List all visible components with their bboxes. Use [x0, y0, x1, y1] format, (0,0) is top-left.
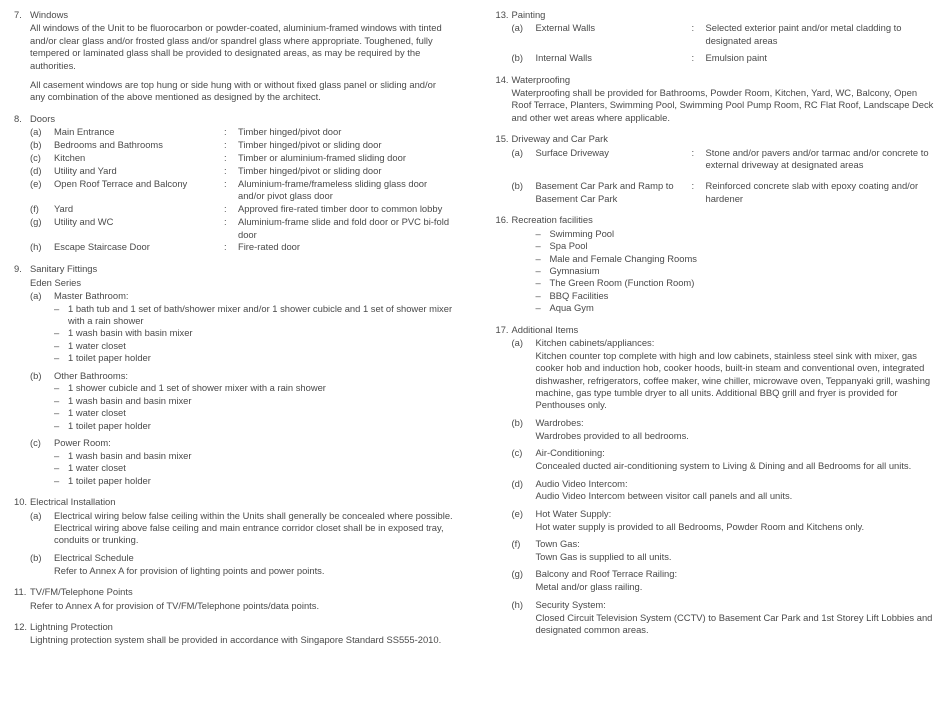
item-value: Aluminium-frame/frameless sliding glass door and/or pivot glass door — [238, 177, 428, 202]
section-tv-fm-telephone-points — [8, 586, 454, 612]
item-label: Utility and WC — [54, 216, 114, 228]
item-label: Escape Staircase Door — [54, 241, 150, 253]
dash-marker: – — [54, 302, 60, 314]
dash-marker: – — [54, 394, 60, 406]
item-separator: : — [224, 177, 227, 189]
bullet-text: 1 bath tub and 1 set of bath/shower mixer and/or 1 shower cubicle and 1 set of shower mixer with a rain shower — [68, 302, 453, 326]
item-heading: Balcony and Roof Terrace Railing: — [535, 568, 678, 580]
item-text: Concealed ducted air-conditioning system to Living & Dining and all Bedrooms for all units. — [535, 460, 912, 472]
bullet-item — [536, 302, 936, 314]
paragraph: Lightning protection system shall be provided in accordance with Singapore Standard SS555-2010. — [30, 634, 442, 646]
list-item — [512, 508, 936, 533]
list-item — [512, 180, 936, 205]
item-text: Refer to Annex A for provision of lighting points and power points. — [54, 564, 325, 576]
item-marker: (a) — [511, 22, 523, 34]
bullet-item — [54, 340, 454, 352]
item-separator: : — [224, 241, 227, 253]
section-recreation-facilities — [490, 214, 936, 314]
section-sanitary-fittings — [8, 263, 454, 487]
item-separator: : — [224, 164, 227, 176]
item-marker: (a) — [511, 336, 523, 348]
item-text: Metal and/or glass railing. — [535, 581, 643, 593]
bullet-item — [54, 395, 454, 407]
list-item — [512, 22, 936, 47]
item-marker: (a) — [511, 146, 523, 158]
item-label: Surface Driveway — [535, 146, 609, 158]
list-item — [30, 370, 454, 433]
item-marker: (e) — [30, 177, 42, 189]
section-number: 16. — [495, 214, 509, 226]
item-marker: (d) — [511, 477, 523, 489]
bullet-text: 1 wash basin with basin mixer — [68, 327, 193, 339]
dash-marker: – — [535, 302, 541, 314]
item-separator: : — [691, 146, 695, 158]
bullet-text: Male and Female Changing Rooms — [549, 252, 697, 264]
paragraph: Waterproofing shall be provided for Bathrooms, Powder Room, Kitchen, Yard, WC, Balcony, Open Roof Terrace, Planters, Swimming Pool, Swimming Pool Pump Room, RC Flat Roof, Landscape Deck and other wet areas where applicable. — [511, 87, 934, 123]
bullet-item — [54, 420, 454, 432]
item-heading: Air-Conditioning: — [535, 447, 605, 459]
item-value: Emulsion paint — [705, 52, 767, 64]
item-marker: (a) — [30, 289, 42, 301]
section-number: 13. — [495, 9, 509, 20]
item-separator: : — [224, 203, 227, 215]
section-title: TV/FM/Telephone Points — [30, 586, 133, 598]
bullet-item — [54, 303, 454, 328]
bullet-item — [54, 450, 454, 462]
bullet-text: 1 toilet paper holder — [68, 352, 151, 364]
item-marker: (g) — [30, 216, 42, 228]
section-electrical-installation — [8, 496, 454, 577]
list-item — [30, 126, 454, 138]
bullet-item — [536, 265, 936, 277]
item-heading: Power Room: — [54, 437, 111, 449]
list-item — [30, 203, 454, 215]
item-value: Timber hinged/pivot door — [238, 126, 342, 138]
item-text: Audio Video Intercom between visitor call panels and all units. — [535, 490, 793, 502]
bullet-text: Aqua Gym — [549, 302, 594, 314]
section-title: Driveway and Car Park — [511, 133, 608, 145]
bullet-item — [536, 240, 936, 252]
item-label: External Walls — [535, 22, 596, 34]
left-column — [8, 9, 472, 656]
item-value: Stone and/or pavers and/or tarmac and/or concrete to external driveway at designated areas — [705, 146, 929, 171]
section-additional-items — [490, 324, 936, 637]
bullet-item — [54, 475, 454, 487]
item-text: Town Gas is supplied to all units. — [535, 551, 672, 563]
bullet-text: 1 wash basin and basin mixer — [68, 394, 192, 406]
dash-marker: – — [535, 240, 541, 252]
item-value: Approved fire-rated timber door to common lobby — [238, 203, 443, 215]
item-marker: (b) — [30, 551, 42, 563]
dash-marker: – — [54, 419, 60, 431]
section-waterproofing — [490, 74, 936, 125]
section-title: Recreation facilities — [511, 214, 593, 226]
section-doors — [8, 113, 454, 254]
bullet-text: 1 toilet paper holder — [68, 474, 151, 486]
paragraph: All windows of the Unit to be fluorocarbon or powder-coated, aluminium-framed windows with tinted and/or clear glass and/or frosted glass and/or spandrel glass where appropriate. Toughened, fully tempered or laminated glass shall be provided to designated areas, as may be required by the authorities. — [30, 22, 442, 71]
bullet-text: 1 toilet paper holder — [68, 419, 151, 431]
item-label: Open Roof Terrace and Balcony — [54, 177, 188, 189]
item-value: Timber or aluminium-framed sliding door — [238, 152, 406, 164]
dash-marker: – — [54, 382, 60, 394]
dash-marker: – — [54, 352, 60, 364]
item-marker: (a) — [30, 126, 42, 138]
list-item — [30, 216, 454, 241]
item-marker: (d) — [30, 164, 42, 176]
section-number: 14. — [495, 73, 509, 85]
item-value: Fire-rated door — [238, 241, 301, 253]
section-subtitle: Eden Series — [30, 276, 82, 288]
bullet-text: The Green Room (Function Room) — [549, 277, 695, 289]
list-item — [30, 552, 454, 577]
item-label: Bedrooms and Bathrooms — [54, 139, 163, 151]
item-separator: : — [691, 180, 695, 192]
section-title: Painting — [511, 9, 546, 20]
section-number: 17. — [495, 323, 509, 335]
bullet-item — [54, 382, 454, 394]
paragraph: Refer to Annex A for provision of TV/FM/Telephone points/data points. — [30, 599, 320, 611]
item-heading: Security System: — [535, 598, 606, 610]
item-marker: (f) — [511, 538, 521, 550]
paragraph: All casement windows are top hung or side hung with or without fixed glass panel or sliding and/or any combination of the above mentioned as designed by the architect. — [30, 79, 436, 103]
list-item — [30, 152, 454, 164]
bullet-text: 1 wash basin and basin mixer — [68, 450, 192, 461]
section-title: Sanitary Fittings — [30, 263, 98, 275]
item-separator: : — [691, 52, 695, 64]
bullet-text: Gymnasium — [549, 264, 600, 276]
item-heading: Wardrobes: — [535, 416, 584, 428]
bullet-item — [54, 407, 454, 419]
list-item — [512, 417, 936, 442]
item-marker: (h) — [511, 598, 523, 610]
section-title: Additional Items — [511, 323, 579, 335]
list-item — [512, 147, 936, 172]
section-number: 12. — [14, 620, 28, 632]
item-value: Reinforced concrete slab with epoxy coating and/or hardener — [705, 180, 919, 204]
item-separator: : — [224, 126, 227, 138]
item-heading: Town Gas: — [535, 538, 580, 550]
dash-marker: – — [535, 227, 541, 239]
section-number: 9. — [14, 263, 22, 275]
item-separator: : — [691, 22, 695, 34]
dash-marker: – — [54, 339, 60, 351]
right-column — [472, 9, 936, 645]
section-windows — [8, 9, 454, 104]
dash-marker: – — [54, 450, 60, 461]
section-number: 15. — [495, 133, 509, 145]
bullet-item — [54, 352, 454, 364]
list-item — [512, 337, 936, 412]
dash-marker: – — [535, 252, 541, 264]
bullet-text: 1 water closet — [68, 462, 126, 474]
item-marker: (a) — [30, 509, 42, 521]
item-label: Internal Walls — [535, 52, 592, 64]
item-marker: (e) — [511, 507, 523, 519]
bullet-item — [536, 228, 936, 240]
bullet-item — [54, 327, 454, 339]
dash-marker: – — [54, 407, 60, 419]
list-item — [512, 538, 936, 563]
bullet-text: 1 water closet — [68, 339, 126, 351]
item-marker: (c) — [30, 152, 41, 164]
item-marker: (h) — [30, 241, 42, 253]
dash-marker: – — [54, 474, 60, 486]
list-item — [30, 437, 454, 487]
section-title: Doors — [30, 112, 56, 124]
section-title: Electrical Installation — [30, 496, 116, 508]
list-item — [30, 290, 454, 365]
item-marker: (b) — [30, 369, 42, 381]
item-value: Selected exterior paint and/or metal cladding to designated areas — [705, 22, 902, 46]
item-label: Kitchen — [54, 152, 86, 164]
bullet-text: 1 water closet — [68, 407, 126, 419]
dash-marker: – — [535, 264, 541, 276]
bullet-item — [54, 462, 454, 474]
dash-marker: – — [54, 462, 60, 474]
item-marker: (g) — [511, 568, 523, 580]
list-item — [30, 241, 454, 253]
item-heading: Other Bathrooms: — [54, 369, 128, 381]
section-number: 7. — [14, 9, 22, 20]
item-separator: : — [224, 152, 227, 164]
item-heading: Master Bathroom: — [54, 289, 129, 301]
list-item — [30, 139, 454, 151]
item-separator: : — [224, 139, 227, 151]
item-marker: (b) — [511, 52, 523, 64]
item-label: Utility and Yard — [54, 164, 117, 176]
item-label: Basement Car Park and Ramp to Basement Car Park — [535, 180, 674, 204]
item-label: Main Entrance — [54, 126, 115, 138]
bullet-text: Spa Pool — [549, 240, 588, 252]
item-text: Wardrobes provided to all bedrooms. — [535, 429, 689, 441]
list-item — [30, 165, 454, 177]
list-item — [512, 568, 936, 593]
bullet-text: 1 shower cubicle and 1 set of shower mixer with a rain shower — [68, 382, 326, 394]
dash-marker: – — [535, 277, 541, 289]
item-text: Kitchen counter top complete with high and low cabinets, stainless steel sink with mixer, gas cooker hob and induction hob, cooker hoods, built-in steam and conventional oven, integrated dishwasher, refrigerators, coffee maker, wine chiller, microwave oven, Teppanyaki grill, washing machine, gas type tumble dryer to all units. Additional BBQ grill and fryer is provided for Penthouses only. — [535, 349, 931, 411]
section-painting — [490, 9, 936, 65]
item-value: Aluminium-frame slide and fold door or PVC bi-fold door — [238, 216, 450, 240]
section-title: Waterproofing — [511, 73, 571, 85]
dash-marker: – — [535, 289, 541, 301]
bullet-item — [536, 277, 936, 289]
item-separator: : — [224, 216, 227, 228]
section-title: Windows — [30, 9, 69, 20]
item-heading: Kitchen cabinets/appliances: — [535, 336, 655, 348]
item-marker: (b) — [30, 139, 42, 151]
section-lightning-protection — [8, 621, 454, 647]
list-item — [512, 478, 936, 503]
bullet-text: Swimming Pool — [549, 227, 615, 239]
section-driveway-and-car-park — [490, 133, 936, 205]
item-marker: (c) — [30, 437, 41, 449]
list-item — [30, 510, 454, 547]
list-item — [512, 52, 936, 64]
section-number: 8. — [14, 112, 22, 124]
item-marker: (b) — [511, 416, 523, 428]
item-marker: (c) — [511, 447, 523, 459]
item-value: Timber hinged/pivot or sliding door — [238, 139, 382, 151]
dash-marker: – — [54, 327, 60, 339]
item-marker: (b) — [511, 180, 523, 192]
section-title: Lightning Protection — [30, 620, 113, 632]
item-value: Timber hinged/pivot or sliding door — [238, 164, 382, 176]
item-text: Electrical wiring below false ceiling within the Units shall generally be concealed where possible. Electrical wiring above false ceiling and main entrance corridor closet shall be in exposed tray, conduits or trunking. — [54, 509, 453, 546]
item-label: Yard — [54, 203, 74, 215]
list-item — [512, 599, 936, 637]
item-text: Hot water supply is provided to all Bedrooms, Powder Room and Kitchens only. — [535, 520, 865, 532]
item-heading: Hot Water Supply: — [535, 507, 612, 519]
bullet-item — [536, 290, 936, 302]
two-column-layout — [8, 9, 935, 656]
item-marker: (f) — [30, 203, 39, 215]
section-number: 10. — [14, 496, 28, 508]
list-item — [512, 447, 936, 472]
item-heading: Audio Video Intercom: — [535, 477, 628, 489]
item-heading: Electrical Schedule — [54, 551, 134, 563]
bullet-item — [536, 253, 936, 265]
section-number: 11. — [14, 586, 27, 598]
bullet-text: BBQ Facilities — [549, 289, 609, 301]
item-text: Closed Circuit Television System (CCTV) to Basement Car Park and 1st Storey Lift Lobbies and designated common areas. — [535, 611, 933, 636]
list-item — [30, 178, 454, 203]
